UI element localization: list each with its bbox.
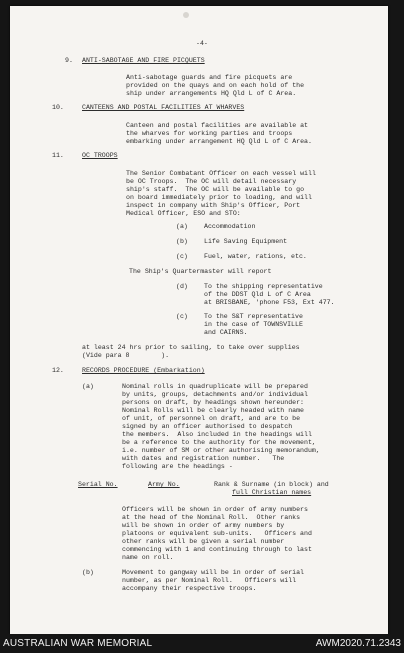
section-10-line: embarking under arrangement HQ Qld L of C Area.	[126, 138, 312, 145]
section-12-a-line: of unit, of personnel on draft, and are to be	[122, 415, 301, 422]
list-item-label: (b)	[82, 569, 94, 576]
section-12-a-line: signed by an officer authorised to despatch	[122, 423, 293, 430]
column-heading-serial: Serial No.	[78, 481, 118, 488]
section-12-a-line: persons on draft, by headings shown hereunder:	[122, 399, 305, 406]
section-12-b-line: number, as per Nominal Roll. Officers will	[122, 577, 297, 584]
list-item-label: (a)	[176, 223, 188, 230]
section-9-line: ship under arrangements HQ Qld L of C Area.	[126, 90, 297, 97]
list-item-text: Fuel, water, rations, etc.	[204, 253, 307, 260]
section-12-a-line: Nominal rolls in quadruplicate will be prepared	[122, 383, 308, 390]
section-12-b-line: Movement to gangway will be in order of serial	[122, 569, 305, 576]
section-11-line: inspect in company with Ship's Officer, Port	[126, 202, 301, 209]
section-11-line: ship's staff. The OC will be available to go	[126, 186, 305, 193]
section-12-heading: RECORDS PROCEDURE (Embarkation)	[82, 367, 205, 374]
list-item-text: and CAIRNS.	[204, 329, 248, 336]
section-10-line: Canteen and postal facilities are available at	[126, 122, 309, 129]
list-item-text: Accommodation	[204, 223, 256, 230]
section-12-para-line: Officers will be shown in order of army numbers	[122, 506, 308, 513]
section-9-number: 9.	[65, 57, 73, 64]
list-item-label: (a)	[82, 383, 94, 390]
list-item-label: (b)	[176, 238, 188, 245]
list-item-label: (d)	[176, 283, 188, 290]
section-12-number: 12.	[52, 367, 64, 374]
quartermaster-line: The Ship's Quartermaster will report	[129, 268, 272, 275]
list-item-text: To the shipping representative	[204, 283, 323, 290]
section-9-line: Anti-sabotage guards and fire picquets are	[126, 74, 293, 81]
list-item-text: Life Saving Equipment	[204, 238, 288, 245]
section-12-a-line: be a reference to the authority for the movement,	[122, 439, 316, 446]
section-12-para-line: will be shown in order of army numbers by	[122, 522, 285, 529]
footer-institution: AUSTRALIAN WAR MEMORIAL	[3, 638, 153, 649]
section-10-heading: CANTEENS AND POSTAL FACILITIES AT WHARVES	[82, 104, 245, 111]
list-item-text: of the DDST Qld L of C Area	[204, 291, 311, 298]
footer-catalogue-id: AWM2020.71.2343	[315, 638, 401, 649]
section-12-a-line: with dates and registration number. The	[122, 455, 285, 462]
section-12-a-line: the members. Also included in the headings will	[122, 431, 312, 438]
section-11-number: 11.	[52, 152, 64, 159]
column-heading-rank-cont: full Christian names	[232, 489, 312, 496]
punch-hole	[183, 12, 189, 18]
column-heading-rank: Rank & Surname (in block) and	[214, 481, 329, 488]
section-12-para-line: at the head of the Nominal Roll. Other ranks	[122, 514, 301, 521]
list-item-text: in the case of TOWNSVILLE	[204, 321, 303, 328]
section-11-heading: OC TROOPS	[82, 152, 118, 159]
section-12-para-line: commencing with 1 and continuing through to last	[122, 546, 312, 553]
list-item-label: (c)	[176, 253, 188, 260]
list-item-text: To the S&T representative	[204, 313, 303, 320]
section-12-a-line: Nominal Rolls will be clearly headed with name	[122, 407, 305, 414]
column-heading-army: Army No.	[148, 481, 180, 488]
section-12-b-line: accompany their respective troops.	[122, 585, 257, 592]
section-10-number: 10.	[52, 104, 64, 111]
section-11-closing: at least 24 hrs prior to sailing, to take over supplies	[82, 344, 300, 351]
section-12-a-line: i.e. number of SM or other authorising memorandum,	[122, 447, 320, 454]
section-11-line: The Senior Combatant Officer on each vessel will	[126, 170, 316, 177]
section-10-line: the wharves for working parties and troops	[126, 130, 293, 137]
section-12-para-line: other ranks will be given a serial number	[122, 538, 285, 545]
section-12-para-line: platoons or equivalent sub-units. Officers and	[122, 530, 312, 537]
section-11-line: on board immediately prior to loading, and will	[126, 194, 312, 201]
section-11-closing: (Vide para 8 ).	[82, 352, 170, 359]
section-11-line: Medical Officer, ESO and STO:	[126, 210, 241, 217]
list-item-text: at BRISBANE, 'phone F53, Ext 477.	[204, 299, 335, 306]
section-12-a-line: following are the headings -	[122, 463, 233, 470]
document-page	[10, 6, 388, 634]
footer-bar	[0, 634, 404, 653]
page-number: -4-	[196, 40, 208, 47]
section-12-a-line: by units, groups, detachments and/or individual	[122, 391, 308, 398]
section-9-line: provided on the quays and on each hold of the	[126, 82, 305, 89]
section-12-para-line: name on roll.	[122, 554, 174, 561]
section-11-line: be OC Troops. The OC will detail necessary	[126, 178, 297, 185]
section-9-heading: ANTI-SABOTAGE AND FIRE PICQUETS	[82, 57, 205, 64]
list-item-label: (c)	[176, 313, 188, 320]
